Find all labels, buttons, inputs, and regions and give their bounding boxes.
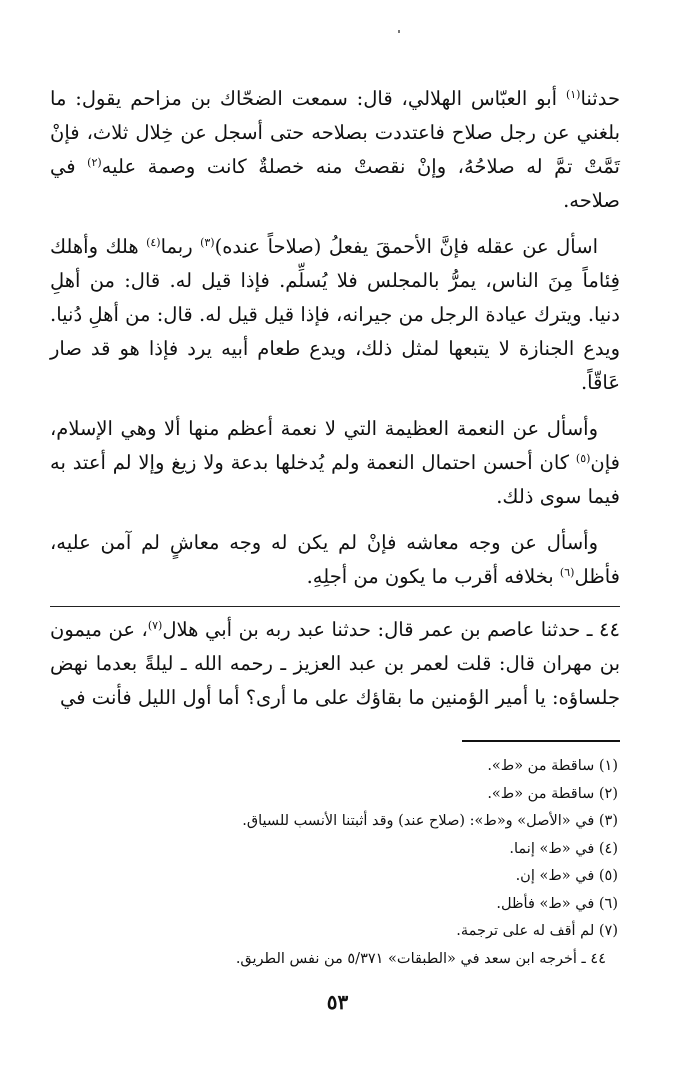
footnote-7: (٧) لم أقف له على ترجمة. — [456, 923, 618, 939]
footnote-ref-7[interactable]: (٧) — [147, 619, 163, 632]
footnote-3: (٣) في «الأصل» و«ط»: (صلاح عند) وقد أثبتنا الأنسب للسياق. — [242, 813, 618, 829]
footnote-ref-2[interactable]: (٢) — [87, 156, 102, 169]
scan-mark — [398, 30, 400, 33]
main-text — [50, 82, 620, 727]
paragraph-4: وأسأل عن وجه معاشه فإنْ لم يكن له وجه معاشٍ لم آمن عليه، فأظل$^{(٦)}$ بخلافه أقرب ما يكون من أجلِهِ. — [50, 531, 620, 588]
footnote-2: (٢) ساقطة من «ط». — [487, 785, 618, 802]
page-number: ٥٣ — [326, 990, 349, 1014]
footnote-6: (٦) في «ط» فأظل. — [496, 895, 618, 912]
footnotes — [58, 753, 618, 973]
footnote-divider — [462, 740, 620, 742]
footnote-ref-5[interactable]: (٥) — [575, 452, 591, 465]
footnote-ref-1[interactable]: (١) — [565, 88, 581, 101]
paragraph-1: حدثنا$^{(١)}$ أبو العبّاس الهلالي، قال: سمعت الضحّاك بن مزاحم يقول: ما بلغني عن رجل صلاح فاعتددت بصلاحه حتى أسجل عن خِلال ثلاث، فإنْ تَمَّتْ تمَّ له صلاحُهُ، وإنْ نقصتْ منه خصلةٌ كانت وصمة عليه$^{(٢)}$ في صلاحه. — [50, 87, 620, 212]
footnote-ref-4[interactable]: (٤) — [146, 236, 161, 249]
paragraph-3: وأسأل عن النعمة العظيمة التي لا نعمة أعظم منها ألا وهي الإسلام، فإن$^{(٥)}$ كان أحسن احتمال النعمة ولم يُدخلها بدعة ولا زيغ وإلا لم أعتد به فيما سوى ذلك. — [50, 417, 620, 508]
footnote-5: (٥) في «ط» إن. — [515, 868, 618, 884]
footnote-4: (٤) في «ط» إنما. — [509, 840, 618, 857]
footnote-ref-6[interactable]: (٦) — [559, 566, 575, 579]
paragraph-2: اسأل عن عقله فإنَّ الأحمقَ يفعلُ (صلاحاً عنده)$^{(٣)}$ ربما$^{(٤)}$ هلك وأهلك فِئاماً مِنَ الناس، يمرُّ بالمجلس فلا يُسلِّم. فإذا قيل له. قال: من أهلِ دنيا. ويترك عيادة الرجل من جيرانه، فإذا قيل قيل له. قال: من أهلِ دُنيا. ويدع الجنازة لا يتبعها لمثل ذلك، ويدع طعام أبيه يرد فإذا هو قد صار عَاقّاً. — [50, 235, 620, 394]
paragraph-44: ٤٤ ـ حدثنا عاصم بن عمر قال: حدثنا عبد ربه بن أبي هلال$^{(٧)}$، عن ميمون بن مهران قال: قلت لعمر بن عبد العزيز ـ رحمه الله ـ ليلةً بعدما نهض جلساؤه: يا أمير الؤمنين ما بقاؤك على ما أرى؟ أما أول الليل فأنت في — [50, 606, 620, 715]
footnote-1: (١) ساقطة من «ط». — [487, 758, 618, 774]
footnote-ref-3[interactable]: (٣) — [200, 236, 215, 249]
footnote-source-44: ٤٤ ـ أخرجه ابن سعد في «الطبقات» ٥/٣٧١ من نفس الطريق. — [235, 950, 606, 967]
